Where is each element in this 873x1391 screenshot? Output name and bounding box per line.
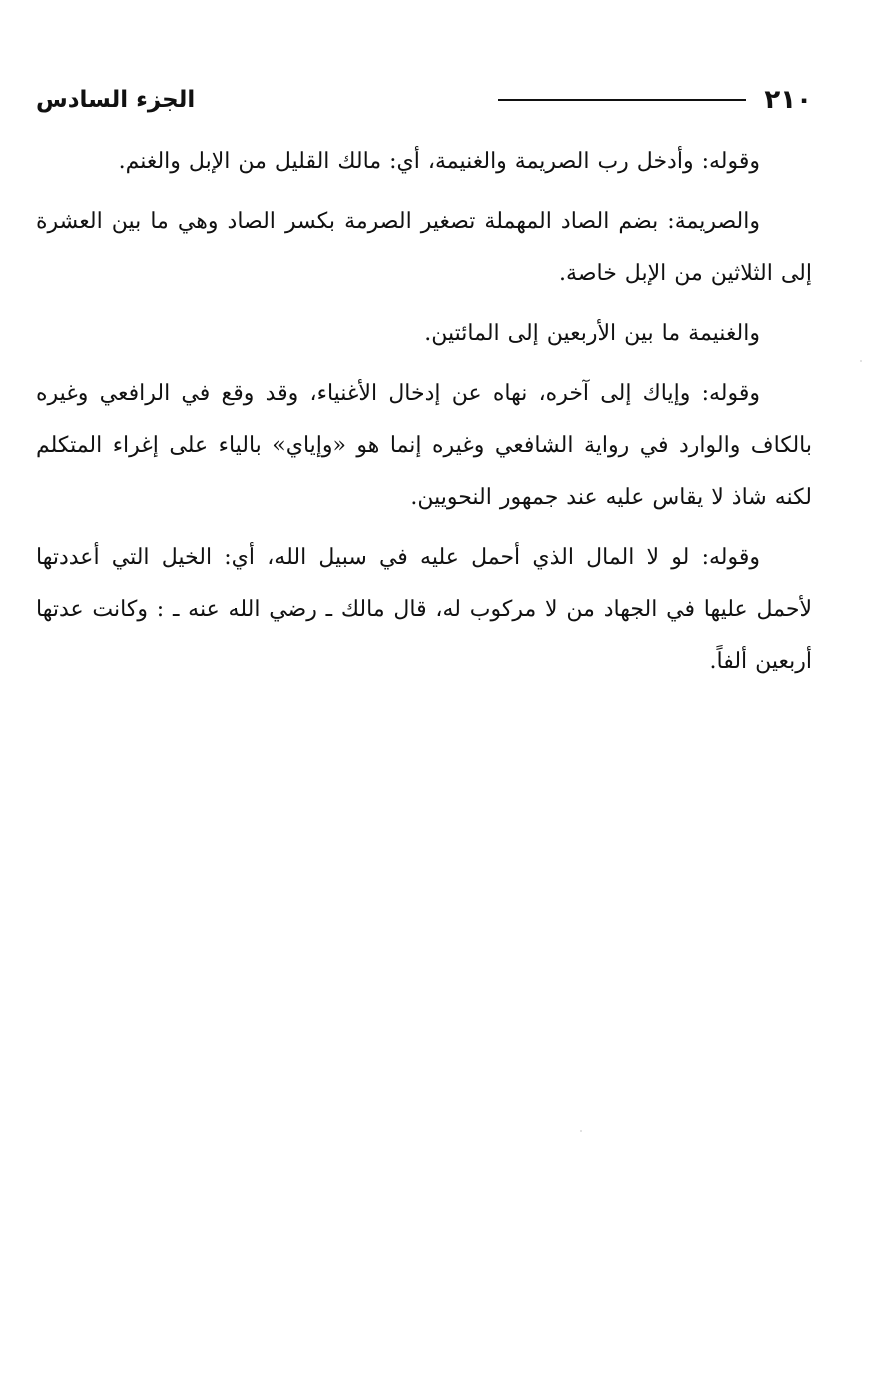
page-number: ٢١٠ [764, 85, 812, 115]
paragraph: وقوله: وإياك إلى آخره، نهاه عن إدخال الأغنياء، وقد وقع في الرافعي وغيره بالكاف والوارد في رواية الشافعي وغيره إنما هو «وإياي» بالياء على إغراء المتكلم لكنه شاذ لا يقاس عليه عند جمهور النحويين. [36, 381, 812, 510]
paragraph: والغنيمة ما بين الأربعين إلى المائتين. [424, 321, 760, 346]
paragraph: والصريمة: بضم الصاد المهملة تصغير الصرمة بكسر الصاد وهي ما بين العشرة إلى الثلاثين من الإبل خاصة. [36, 209, 812, 286]
header-rule [498, 99, 746, 101]
running-head [36, 80, 812, 120]
scan-speck [580, 1130, 582, 1132]
body-text [36, 136, 812, 696]
paragraph: وقوله: لو لا المال الذي أحمل عليه في سبيل الله، أي: الخيل التي أعددتها لأحمل عليها في الجهاد من لا مركوب له، قال مالك ـ رضي الله عنه ـ : وكانت عدتها أربعين ألفاً. [36, 545, 812, 674]
part-title: الجزء السادس [36, 86, 196, 113]
scan-speck [860, 360, 862, 362]
paragraph: وقوله: وأدخل رب الصريمة والغنيمة، أي: مالك القليل من الإبل والغنم. [118, 149, 760, 174]
